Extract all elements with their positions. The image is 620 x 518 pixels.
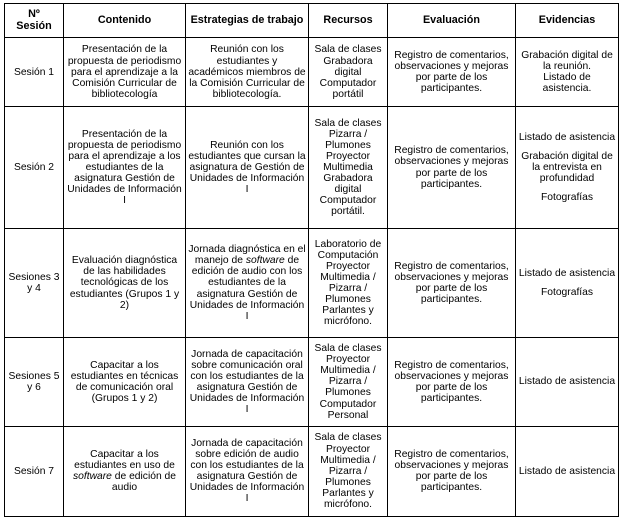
content-cell: Presentación de la propuesta de periodismo para el aprendizaje a los estudiantes de la asignatura Gestión de Unidades de Información I: [64, 107, 186, 229]
table-row: [5, 426, 619, 516]
evidence-item: Fotografías: [540, 287, 594, 298]
strategy-cell: [186, 228, 309, 337]
header-content: Contenido: [64, 4, 186, 38]
header-resources: Recursos: [309, 4, 388, 38]
resource-item: Proyector Multimedia /: [320, 354, 376, 377]
strategy-text: Reunión con los estudiantes y académicos miembros de la Comisión Curricular de bibliotecología.: [188, 44, 306, 100]
strategy-cell: [186, 38, 309, 107]
resource-item: Pizarra / Plumones: [325, 465, 371, 488]
resource-item: Proyector Multimedia /: [320, 443, 376, 466]
content-cell: Evaluación diagnóstica de las habilidades tecnológicas de los estudiantes (Grupos 1 y 2): [64, 228, 186, 337]
resource-item: Grabadora digital: [323, 173, 373, 196]
resources-cell: [309, 426, 388, 516]
resource-item: Parlantes y micrófono.: [322, 487, 374, 511]
resources-cell: [309, 38, 388, 107]
evidence-item: Listado de asistencia: [518, 131, 616, 143]
table-row: [5, 107, 619, 229]
strategy-cell: [186, 338, 309, 426]
evidences-cell: [516, 338, 619, 426]
resources-cell: [309, 107, 388, 229]
session-cell: Sesión 2: [5, 107, 64, 229]
resource-item: Grabadora digital: [323, 55, 373, 78]
strategy-text-post: de edición de audio con los estudiantes de la asignatura Gestión de Unidades de Información I: [189, 255, 305, 322]
evidence-item: Listado de asistencia.: [542, 72, 592, 95]
resource-item: Computador portátil.: [319, 195, 377, 218]
evidence-item: Listado de asistencia: [518, 267, 616, 279]
resources-cell: [309, 338, 388, 426]
header-evidences: Evidencias: [516, 4, 619, 38]
resource-item: Sala de clases: [314, 44, 382, 56]
resource-item: Parlantes y micrófono.: [322, 305, 374, 328]
content-cell: [64, 426, 186, 516]
header-evaluation: Evaluación: [388, 4, 516, 38]
session-cell: Sesión 7: [5, 426, 64, 516]
strategy-text: Reunión con los estudiantes que cursan la asignatura de Gestión de Unidades de Información I: [188, 139, 306, 196]
strategy-text-pre: Jornada diagnóstica en el manejo de: [188, 244, 306, 267]
resource-item: Pizarra / Plumones: [325, 376, 371, 399]
session-cell: Sesiones 3 y 4: [5, 228, 64, 337]
evidence-item: Grabación digital de la reunión.: [521, 49, 613, 73]
evidence-item: Grabación digital de la entrevista en profundidad: [521, 150, 613, 185]
evaluation-cell: Registro de comentarios, observaciones y mejoras por parte de los participantes.: [388, 38, 516, 107]
resource-item: Computador portátil: [319, 77, 377, 100]
content-text-post: de edición de audio: [111, 471, 177, 494]
evaluation-cell: Registro de comentarios, observaciones y mejoras por parte de los participantes.: [388, 228, 516, 337]
evidences-cell: [516, 38, 619, 107]
strategy-text-italic: software: [245, 255, 285, 267]
evidences-cell: [516, 426, 619, 516]
strategy-cell: [186, 107, 309, 229]
evidence-item: Listado de asistencia: [518, 376, 616, 388]
resource-item: Sala de clases: [314, 432, 382, 444]
content-text-pre: Capacitar a los estudiantes en uso de: [74, 449, 175, 472]
evidences-cell: [516, 228, 619, 337]
resource-item: Proyector Multimedia /: [320, 260, 376, 283]
strategy-text: Jornada de capacitación sobre comunicación oral con los estudiantes de la asignatura Gestión de Unidades de Información I: [189, 348, 305, 416]
resource-item: Sala de clases: [314, 343, 382, 355]
header-session: Nº Sesión: [5, 4, 64, 38]
header-row: [5, 4, 619, 38]
content-text-italic: software: [72, 471, 112, 483]
resource-item: Proyector Multimedia: [323, 150, 373, 173]
evidence-item: Listado de asistencia: [518, 465, 616, 477]
resource-item: Sala de clases: [314, 117, 382, 129]
strategy-cell: [186, 426, 309, 516]
evidences-cell: [516, 107, 619, 229]
resource-item: Pizarra / Plumones: [325, 283, 371, 306]
strategy-text: Jornada de capacitación sobre edición de audio con los estudiantes de la asignatura Gestión de Unidades de Información I: [189, 438, 305, 505]
evaluation-cell: Registro de comentarios, observaciones y mejoras por parte de los participantes.: [388, 426, 516, 516]
content-cell: Capacitar a los estudiantes en técnicas de comunicación oral (Grupos 1 y 2): [64, 338, 186, 426]
evidence-item: Fotografías: [540, 192, 594, 204]
work-plan-table: [4, 3, 619, 517]
session-cell: Sesiones 5 y 6: [5, 338, 64, 426]
resource-item: Laboratorio de Computación: [314, 238, 382, 261]
resource-item: Computador Personal: [319, 398, 377, 421]
evaluation-cell: Registro de comentarios, observaciones y mejoras por parte de los participantes.: [388, 338, 516, 426]
header-strategies: Estrategias de trabajo: [186, 4, 309, 38]
table-row: [5, 228, 619, 337]
session-cell: Sesión 1: [5, 38, 64, 107]
table-row: [5, 338, 619, 426]
resource-item: Pizarra / Plumones: [325, 128, 371, 151]
resources-cell: [309, 228, 388, 337]
evaluation-cell: Registro de comentarios, observaciones y mejoras por parte de los participantes.: [388, 107, 516, 229]
content-cell: Presentación de la propuesta de periodismo para el aprendizaje a la Comisión Curricular de bibliotecología: [64, 38, 186, 107]
table-row: [5, 38, 619, 107]
